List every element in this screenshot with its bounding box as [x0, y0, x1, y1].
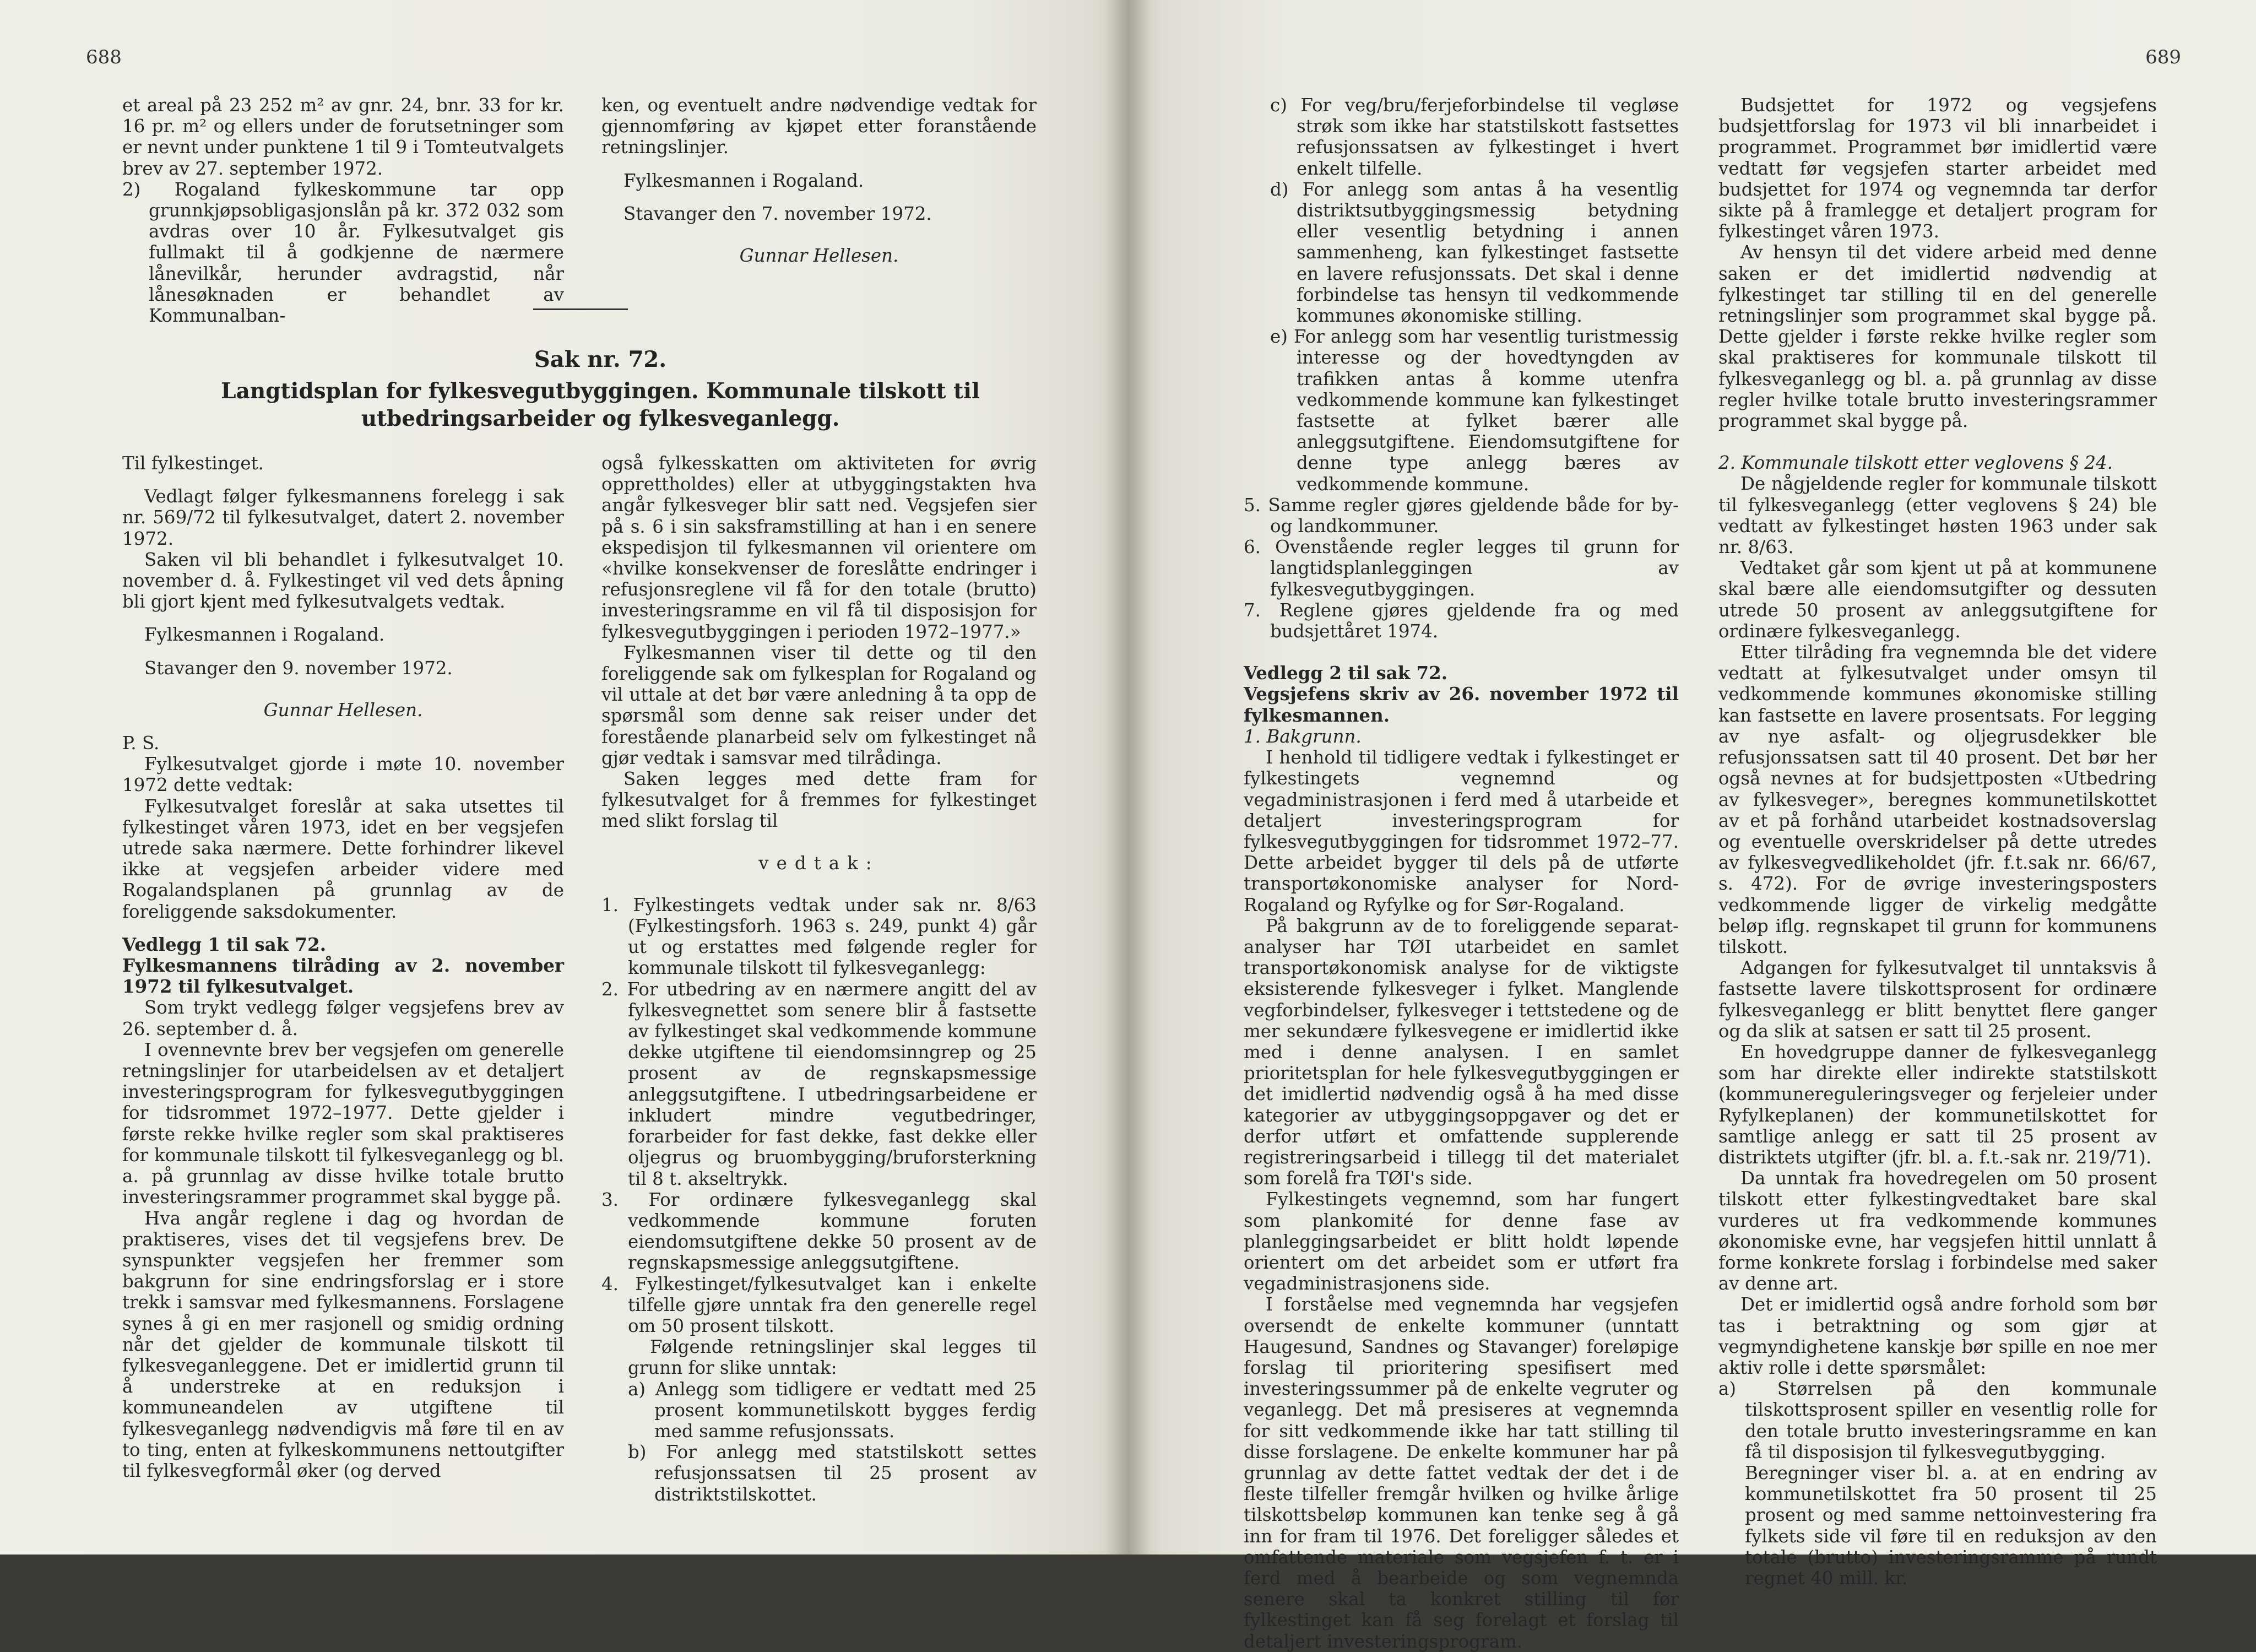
attachment-heading: Vedlegg 2 til sak 72.: [1244, 662, 1448, 684]
paragraph: De någjeldende regler for kommunale tilskott til fylkesveganlegg (etter veglovens § 24) ble vedtatt av fylkestinget høsten 1963 under sak nr. 8/63.: [1718, 473, 2157, 558]
sub-list-item: a) Anlegg som tidligere er vedtatt med 25 prosent kommunetilskott bygges ferdig med samme refusjonssats.: [628, 1378, 1037, 1442]
paragraph: På bakgrunn av de to foreliggende separat-analyser har TØI utarbeidet en samlet transportøkonomisk analyse for de viktigste eksisterende fylkesveger i fylket. Manglende vegforbindelser, fylkesveger i tettstedene og de mer sekundære fylkesvegene er imidlertid ikke med i denne analysen. I en samlet prioritetsplan for hele fylkesvegutbyggingen er det imidlertid nødvendig også å ha med disse kategorier av utbyggingsoppgaver og det er derfor utført et omfattende supplerende registreringsarbeid i tillegg til det materialet som forelå fra TØI's side.: [1244, 915, 1679, 1189]
book-gutter: [1106, 0, 1150, 1554]
paragraph: Saken legges med dette fram for fylkesutvalget for å fremmes for fylkestinget med slikt forslag til: [601, 768, 1037, 832]
sub-list-item: b) For anlegg med statstilskott settes refusjonssatsen til 25 prosent av distriktstilskottet.: [628, 1442, 1037, 1505]
paragraph: Det er imidlertid også andre forhold som bør tas i betraktning og som gjør at vegmyndighetene kanskje bør spille en noe mer aktiv rolle i dette spørsmålet:: [1718, 1294, 2157, 1378]
sub-list-item: c) For veg/bru/ferjeforbindelse til vegløse strøk som ikke har statstilskott fastsettes refusjonssatsen av fylkestinget i hvert enkelt tilfelle.: [1270, 95, 1679, 179]
signature: Gunnar Hellesen.: [739, 245, 899, 267]
case-title-heading: Langtidsplan for fylkesvegutbyggingen. Kommunale tilskott til utbedringsarbeider og fylkesveganlegg.: [221, 378, 980, 431]
list-item: 7. Reglene gjøres gjeldende fra og med budsjettåret 1974.: [1244, 599, 1679, 642]
paragraph: Vedlagt følger fylkesmannens forelegg i sak nr. 569/72 til fylkesutvalget, datert 2. november 1972.: [122, 486, 564, 549]
paragraph: Etter tilråding fra vegnemnda ble det videre vedtatt at fylkesutvalget under omsyn til vedkommende kommunes økonomiske stilling kan fastsette en lavere prosentsats. For legging av nye asfalt- og oljegrusdekker ble refusjonssatsen satt til 40 prosent. Det bør her også nevnes at for budsjettposten «Utbedring av fylkesveger», beregnes kommunetilskottet av et på forhånd utarbeidet kostnadsoverslag og eventuelle overskridelser på dette utredes av fylkesvegvedlikeholdet (jfr. f.t.sak nr. 66/67, s. 472). For de øvrige investeringsposters vedkommende ligger de virkelig medgåtte beløp iflg. regnskapet til grunn for kommunens tilskott.: [1718, 642, 2157, 957]
list-item: 2) Rogaland fylkeskommune tar opp grunnkjøpsobligasjonslån på kr. 372 032 som avdras over 10 år. Fylkesutvalget gis fullmakt til å godkjenne de nærmere lånevilkår, herunder avdragstid, når lånesøknaden er behandlet av Kommunalban-: [122, 178, 564, 327]
paragraph: et areal på 23 252 m² av gnr. 24, bnr. 33 for kr. 16 pr. m² og ellers under de forutsetninger som er nevnt under punktene 1 til 9 i Tomteutvalgets brev av 27. september 1972.: [122, 95, 564, 179]
left-column-2: [601, 453, 1037, 1505]
section-heading: 1. Bakgrunn.: [1244, 725, 1362, 747]
paragraph: Da unntak fra hovedregelen om 50 prosent tilskott etter fylkestingvedtaket bare skal vurderes ut fra vedkommende kommunes økonomiske evne, har vegsjefen hittil unnlatt å forme konkrete forslag i forbindelse med saker av denne art.: [1718, 1168, 2157, 1294]
case-number-heading: Sak nr. 72.: [534, 346, 667, 372]
paragraph: Hva angår reglene i dag og hvordan de praktiseres, vises det til vegsjefens brev. De synspunkter vegsjefen her fremmer som bakgrunn for sine endringsforslag er i store trekk i samsvar med fylkesmannens. Forslagene synes å gi en mer rasjonell og smidig ordning når det gjelder de kommunale tilskott til fylkesveganleggene. Det er imidlertid grunn til å understreke at en reduksjon i kommuneandelen av utgiftene til fylkesveganlegg nødvendigvis må føre til en av to ting, enten at fylkeskommunens nettoutgifter til fylkesvegformål øker (og derved: [122, 1207, 564, 1481]
section-divider: [533, 308, 628, 310]
attachment-subheading: Fylkesmannens tilråding av 2. november 1972 til fylkesutvalget.: [122, 955, 564, 998]
list-item: 6. Ovenstående regler legges til grunn for langtidsplanleggingen av fylkesvegutbyggingen.: [1244, 537, 1679, 600]
left-column-1: [122, 453, 564, 1481]
place-date: Stavanger den 7. november 1972.: [623, 203, 932, 224]
attachment-heading: Vedlegg 1 til sak 72.: [122, 933, 327, 955]
paragraph: Fylkesmannen viser til dette og til den foreliggende sak om fylkesplan for Rogaland og vil uttale at det bør være anledning å ta opp de spørsmål som denne sak reiser under det forestående planarbeid selv om fylkestinget nå gjør vedtak i samsvar med tilrådinga.: [601, 642, 1037, 768]
right-page: [1128, 0, 2256, 1652]
paragraph: ken, og eventuelt andre nødvendige vedtak for gjennomføring av kjøpet etter foranstående retningslinjer.: [601, 95, 1037, 158]
right-column-1: [1244, 95, 1679, 1652]
paragraph: Budsjettet for 1972 og vegsjefens budsjettforslag for 1973 vil bli innarbeidet i programmet. Programmet bør imidlertid være vedtatt før vegsjefen starter arbeidet med budsjettet for 1974 og vegnemnda tar derfor sikte på å framlegge et detaljert program for fylkestinget våren 1973.: [1718, 95, 2157, 242]
sender-line: Fylkesmannen i Rogaland.: [144, 624, 385, 646]
paragraph: Vedtaket går som kjent ut på at kommunene skal bære alle eiendomsutgifter og dessuten utrede 50 prosent av anleggsutgiftene for ordinære fylkesveganlegg.: [1718, 557, 2157, 642]
paragraph: Fylkesutvalget gjorde i møte 10. november 1972 dette vedtak:: [122, 754, 564, 796]
postscript-label: P. S.: [122, 733, 160, 754]
list-item: 4. Fylkestinget/fylkesutvalget kan i enkelte tilfelle gjøre unntak fra den generelle regel om 50 prosent tilskott.: [601, 1273, 1037, 1336]
paragraph: Beregninger viser bl. a. at en endring av kommunetilskottet fra 50 prosent til 25 prosent og med samme nettoinvestering fra fylkets side vil føre til en reduksjon av den totale (brutto) investeringsramme på rundt regnet 40 mill. kr.: [1745, 1463, 2157, 1589]
left-page: [0, 0, 1128, 1554]
page-number-left: 688: [86, 46, 122, 68]
paragraph: Følgende retningslinjer skal legges til grunn for slike unntak:: [628, 1336, 1037, 1379]
section-heading: 2. Kommunale tilskott etter veglovens § 24.: [1718, 452, 2113, 474]
paragraph: I henhold til tidligere vedtak i fylkestinget er fylkestingets vegnemnd og vegadministrasjonen i ferd med å utarbeide et detaljert investeringsprogram for fylkesvegutbyggingen for tidsrommet 1972–77. Dette arbeidet bygger til dels på de utførte transportøkonomiske analyser for Nord-Rogaland og Ryfylke og for Sør-Rogaland.: [1244, 747, 1679, 916]
list-item: a) Størrelsen på den kommunale tilskottsprosent spiller en vesentlig rolle for den totale brutto investeringsramme en kan få til disposisjon til fylkesvegutbygging.: [1718, 1378, 2157, 1463]
paragraph: også fylkesskatten om aktiviteten for øvrig opprettholdes) eller at utbyggingstakten hva angår fylkesveger blir satt ned. Vegsjefen sier på s. 6 i sin saksframstilling at han i en senere ekspedisjon til fylkesmannen vil orientere om «hvilke konsekvenser de foreslåtte endringer i refusjonsreglene vil få for den totale (brutto) investeringsramme en vil få til disposisjon for fylkesvegutbyggingen i perioden 1972–1977.»: [601, 453, 1037, 642]
paragraph: Adgangen for fylkesutvalget til unntaksvis å fastsette lavere tilskottsprosent for ordinære fylkesveganlegg er blitt benyttet flere ganger og da slik at satsen er satt til 25 prosent.: [1718, 957, 2157, 1042]
left-top-column-1: [122, 95, 564, 326]
page-number-right: 689: [2145, 46, 2181, 68]
list-item: 3. For ordinære fylkesveganlegg skal vedkommende kommune foruten eiendomsutgiftene dekke 50 prosent av de regnskapsmessige anleggsutgiftene.: [601, 1189, 1037, 1274]
paragraph: Fylkestingets vegnemnd, som har fungert som plankomité for denne fase av planleggingsarbeidet er blitt holdt løpende orientert om det arbeidet som er utført fra vegadministrasjonens side.: [1244, 1189, 1679, 1294]
sub-list-item: e) For anlegg som har vesentlig turistmessig interesse og der hovedtyngden av trafikken antas å komme utenfra vedkommende kommune kan fylkestinget fastsette at fylket bærer alle anleggsutgiftene. Eiendomsutgiftene for denne type anlegg bæres av vedkommende kommune.: [1270, 326, 1679, 495]
list-item: 5. Samme regler gjøres gjeldende både for by- og landkommuner.: [1244, 494, 1679, 537]
sender-line: Fylkesmannen i Rogaland.: [623, 170, 864, 191]
paragraph: I forståelse med vegnemnda har vegsjefen oversendt de enkelte kommuner (unntatt Haugesund, Sandnes og Stavanger) foreløpige forslag til prioritering spesifisert med investeringssummer på de enkelte vegruter og veganlegg. Det må presiseres at vegnemnda for sitt vedkommende ikke har tatt stilling til disse forslagene. De enkelte kommuner har på grunnlag av dette fattet vedtak der det i de fleste tilfeller fremgår hvilken og hvilke årlige tilskottsbeløp kommunen kan tenke seg å gå inn for fram til 1976. Det foreligger således et omfattende materiale som vegsjefen f. t. er i ferd med å bearbeide og som vegnemnda senere skal ta konkret stilling til før fylkestinget kan få seg forelagt et forslag til detaljert investeringsprogram.: [1244, 1294, 1679, 1652]
paragraph: I ovennevnte brev ber vegsjefen om generelle retningslinjer for utarbeidelsen av et detaljert investeringsprogram for fylkesvegutbyggingen for tidsrommet 1972–1977. Dette gjelder i første rekke hvilke regler som skal praktiseres for kommunale tilskott til fylkesveganlegg og bl. a. på grunnlag av disse hvilke totale brutto investeringsrammer programmet skal bygge på.: [122, 1039, 564, 1208]
signature: Gunnar Hellesen.: [263, 699, 423, 721]
place-date: Stavanger den 9. november 1972.: [144, 657, 453, 679]
paragraph: Saken vil bli behandlet i fylkesutvalget 10. november d. å. Fylkestinget vil ved dets åpning bli gjort kjent med fylkesutvalgets vedtak.: [122, 549, 564, 613]
salutation: Til fylkestinget.: [122, 453, 264, 474]
right-column-2: [1718, 95, 2157, 1589]
sub-list-item: d) For anlegg som antas å ha vesentlig distriktsutbyggingsmessig betydning eller vesentlig betydning i annen sammenheng, kan fylkestinget fastsette en lavere refusjonssats. Det skal i denne forbindelse tas hensyn til vedkommende kommunes økonomiske stilling.: [1270, 178, 1679, 327]
paragraph: En hovedgruppe danner de fylkesveganlegg som har direkte eller indirekte statstilskott (kommunereguleringsveger og ferjeleier under Ryfylkeplanen) der kommunetilskottet for samtlige anlegg er satt til 25 prosent av distriktets utgifter (jfr. bl. a. f.t.-sak nr. 219/71).: [1718, 1041, 2157, 1168]
resolution-heading: vedtak:: [758, 852, 880, 874]
list-item: 2. For utbedring av en nærmere angitt del av fylkesvegnettet som senere blir å fastsette av fylkestinget skal vedkommende kommune dekke utgiftene til eiendomsinngrep og 25 prosent av de regnskapsmessige anleggsutgiftene. I utbedringsarbeidene er inkludert mindre vegutbedringer, forarbeider for fast dekke, fast dekke eller oljegrus og bruombygging/bruforsterkning til 8 t. akseltrykk.: [601, 978, 1037, 1189]
attachment-subheading: Vegsjefens skriv av 26. november 1972 til fylkesmannen.: [1244, 683, 1679, 726]
paragraph: Som trykt vedlegg følger vegsjefens brev av 26. september d. å.: [122, 997, 564, 1039]
paragraph: Av hensyn til det videre arbeid med denne saken er det imidlertid nødvendig at fylkestinget tar stilling til en del generelle retningslinjer som programmet skal bygge på. Dette gjelder i første rekke hvilke regler som skal praktiseres for kommunale tilskott til fylkesveganlegg og bl. a. på grunnlag av disse regler hvilke totale brutto investeringsrammer programmet skal bygge på.: [1718, 242, 2157, 432]
paragraph: Fylkesutvalget foreslår at saka utsettes til fylkestinget våren 1973, idet en ber vegsjefen utrede saka nærmere. Dette forhindrer likevel ikke at vegsjefen arbeider videre med Rogalandsplanen på grunnlag av de foreliggende saksdokumenter.: [122, 795, 564, 922]
left-top-column-2: [601, 95, 1037, 266]
list-item: 1. Fylkestingets vedtak under sak nr. 8/63 (Fylkestingsforh. 1963 s. 249, punkt 4) går ut og erstattes med følgende regler for kommunale tilskott til fylkesveganlegg:: [601, 894, 1037, 979]
